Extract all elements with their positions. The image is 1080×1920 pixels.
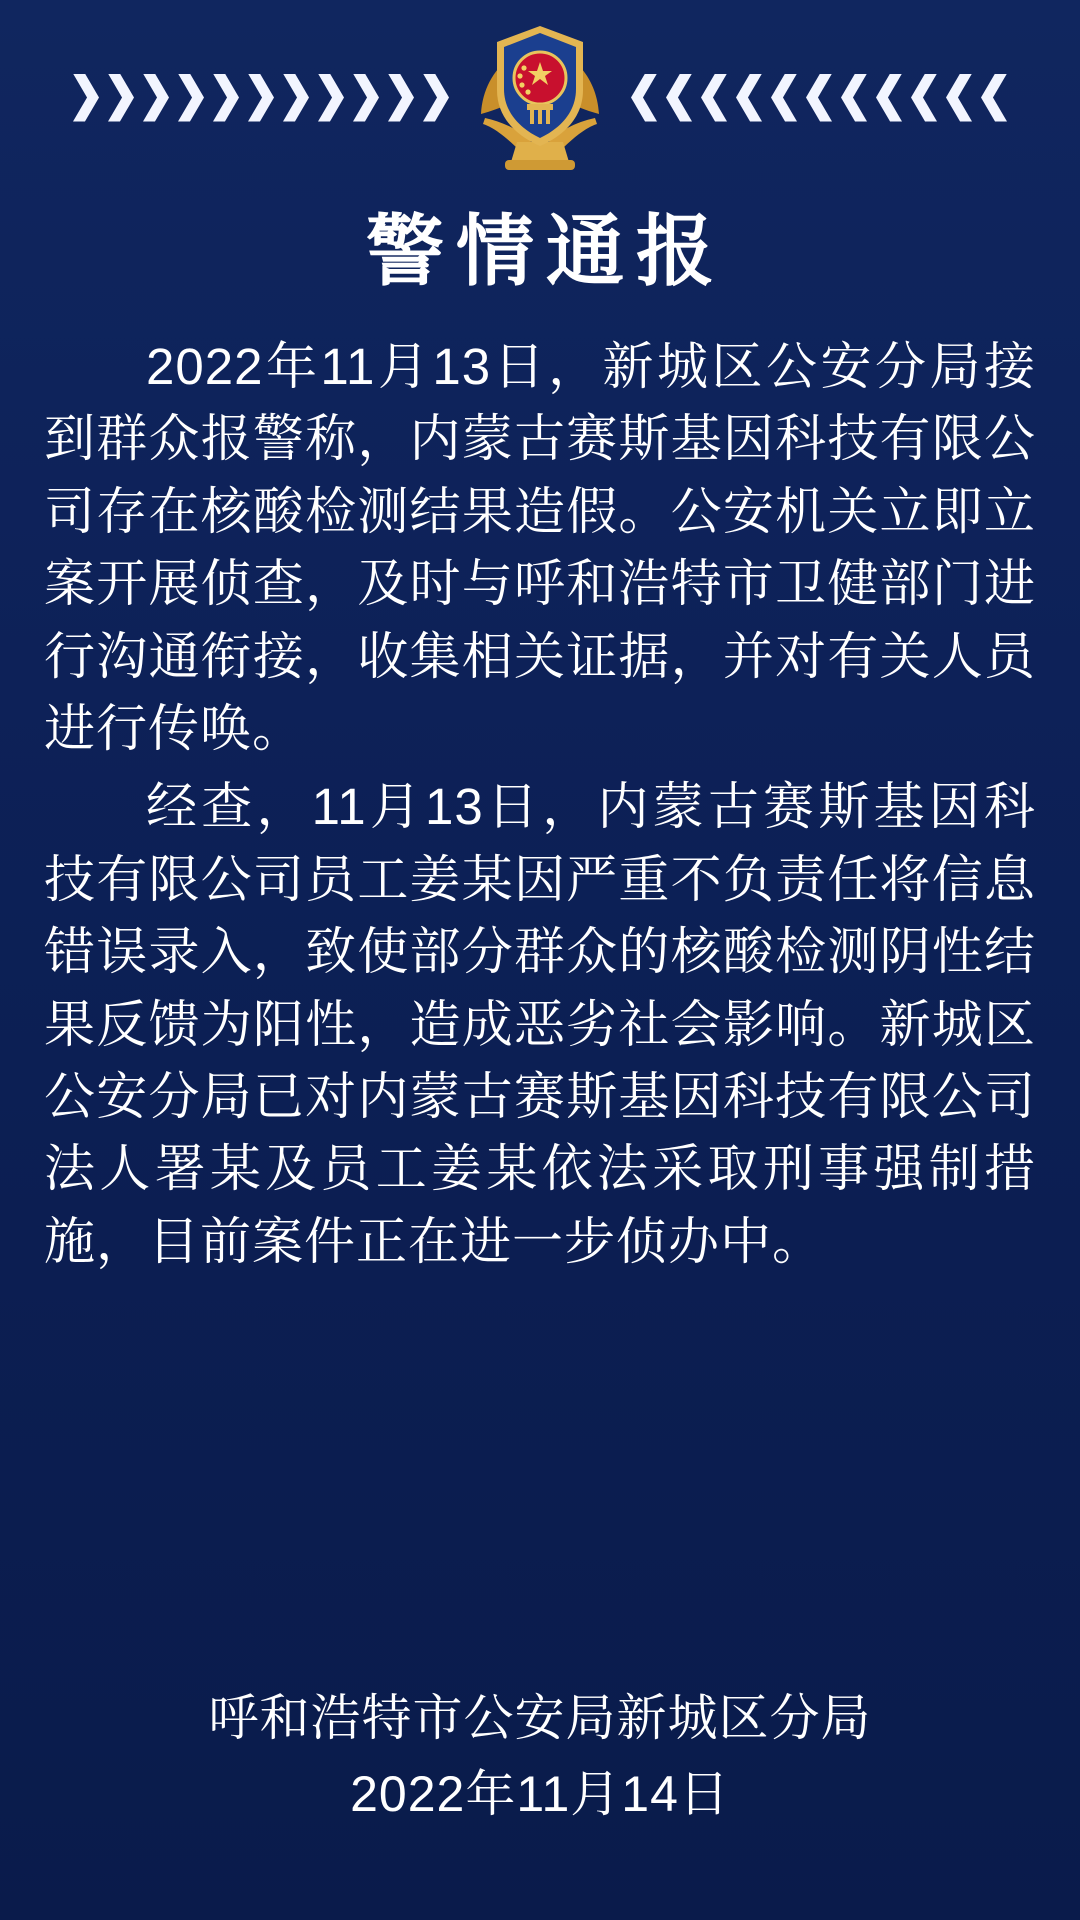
chevron-right-row-icon: [73, 68, 449, 128]
notice-paragraph-1: 2022年11月13日，新城区公安分局接到群众报警称，内蒙古赛斯基因科技有限公司存在核酸检测结果造假。公安机关立即立案开展侦查，及时与呼和浩特市卫健部门进行沟通衔接，收集相关证据，并对有关人员进行传唤。: [44, 338, 1036, 758]
issuing-organization: 呼和浩特市公安局新城区分局: [208, 1690, 872, 1746]
page-title: 警情通报: [365, 208, 726, 295]
issue-date: 2022年11月14日: [350, 1765, 730, 1822]
notice-paragraph-2: 经查，11月13日，内蒙古赛斯基因科技有限公司员工姜某因严重不负责任将信息错误录入，致使部分群众的核酸检测阴性结果反馈为阳性，造成恶劣社会影响。新城区公安分局已对内蒙古赛斯基因科技有限公司法人署某及员工姜某依法采取刑事强制措施，目前案件正在进一步侦办中。: [44, 778, 1036, 1270]
police-badge-emblem-icon: [465, 18, 615, 178]
notice-signature: [0, 1685, 1080, 1828]
notice-body: [0, 297, 1080, 1278]
poster-header: [0, 0, 1080, 195]
chevron-left-row-icon: [631, 68, 1007, 128]
